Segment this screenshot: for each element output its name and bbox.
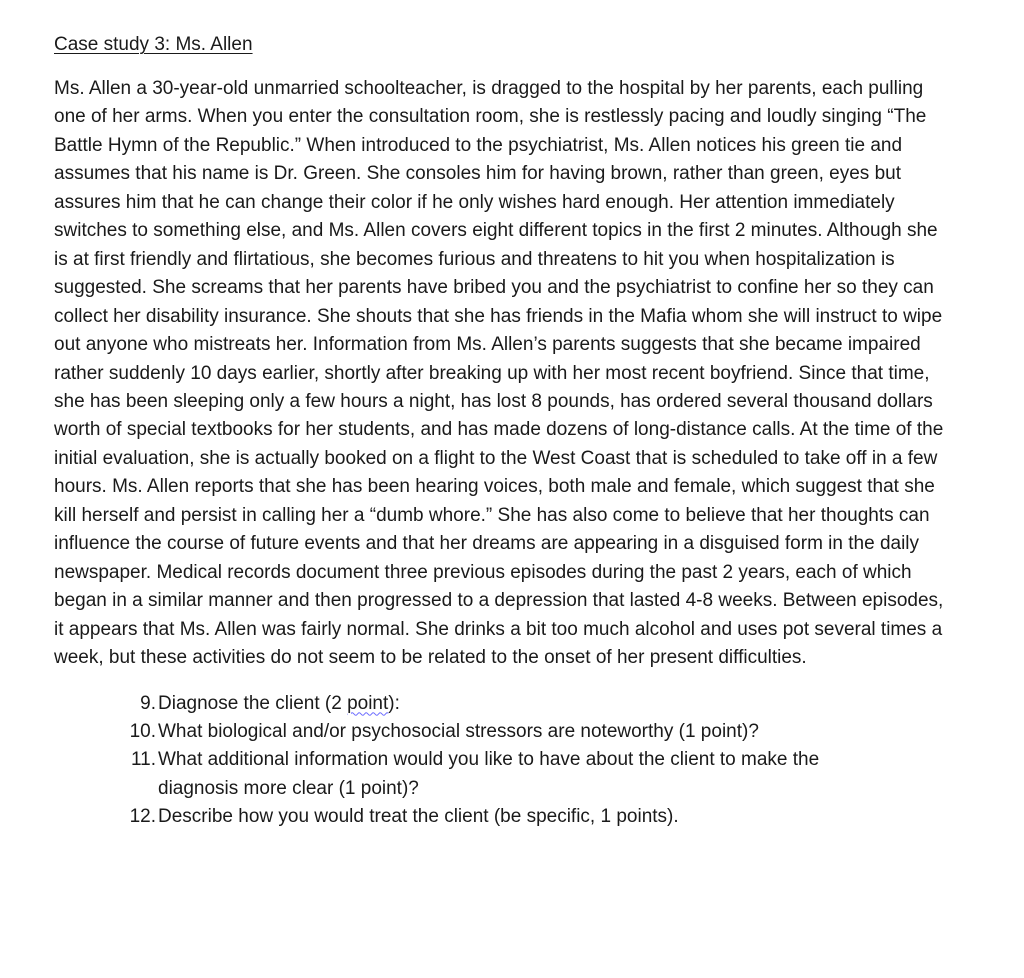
question-text-end: ): [388,692,400,714]
question-number: 10. [129,720,156,742]
question-item [54,718,898,746]
question-list [54,690,954,832]
case-title: Case study 3: Ms. Allen [54,34,253,55]
document-page [54,31,954,832]
question-item [54,746,898,803]
spellcheck-flagged-word[interactable]: point [347,692,389,714]
question-number: 12. [129,806,156,828]
question-item [54,690,898,718]
question-item [54,803,898,831]
question-text: Describe how you would treat the client (be specific, 1 points). [158,806,679,828]
question-number: 11. [130,749,156,771]
case-description: Ms. Allen a 30-year-old unmarried schoolteacher, is dragged to the hospital by her parents, each pulling one of her arms. When you enter the consultation room, she is restlessly pacing and loudly singing “The Battle Hymn of the Republic.” When introduced to the psychiatrist, Ms. Allen notices his green tie and assumes that his name is Dr. Green. She consoles him for having brown, rather than green, eyes but assures him that he can change their color if he only wishes hard enough. Her attention immediately switches to something else, and Ms. Allen covers eight different topics in the first 2 minutes. Although she is at first friendly and flirtatious, she becomes furious and threatens to hit you when hospitalization is suggested. She screams that her parents have bribed you and the psychiatrist to confine her so they can collect her disability insurance. She shouts that she has friends in the Mafia whom she will instruct to wipe out anyone who mistreats her. Information from Ms. Allen’s parents suggests that she became impaired rather suddenly 10 days earlier, shortly after breaking up with her most recent boyfriend. Since that time, she has been sleeping only a few hours a night, has lost 8 pounds, has ordered several thousand dollars worth of special textbooks for her students, and has made dozens of long-distance calls. At the time of the initial evaluation, she is actually booked on a flight to the West Coast that is scheduled to take off in a few hours. Ms. Allen reports that she has been hearing voices, both male and female, which suggest that she kill herself and persist in calling her a “dumb whore.” She has also come to believe that her thoughts can influence the course of future events and that her dreams are appearing in a disguised form in the daily newspaper. Medical records document three previous episodes during the past 2 years, each of which began in a similar manner and then progressed to a depression that lasted 4-8 weeks. Between episodes, it appears that Ms. Allen was fairly normal. She drinks a bit too much alcohol and uses pot several times a week, but these activities do not seem to be related to the onset of her present difficulties. [54,78,944,669]
question-number: 9. [140,692,156,714]
question-text: What additional information would you like to have about the client to make the diagnosis more clear (1 point)? [158,749,820,799]
question-text-start: Diagnose the client (2 [158,692,348,714]
question-text: What biological and/or psychosocial stressors are noteworthy (1 point)? [158,720,759,742]
